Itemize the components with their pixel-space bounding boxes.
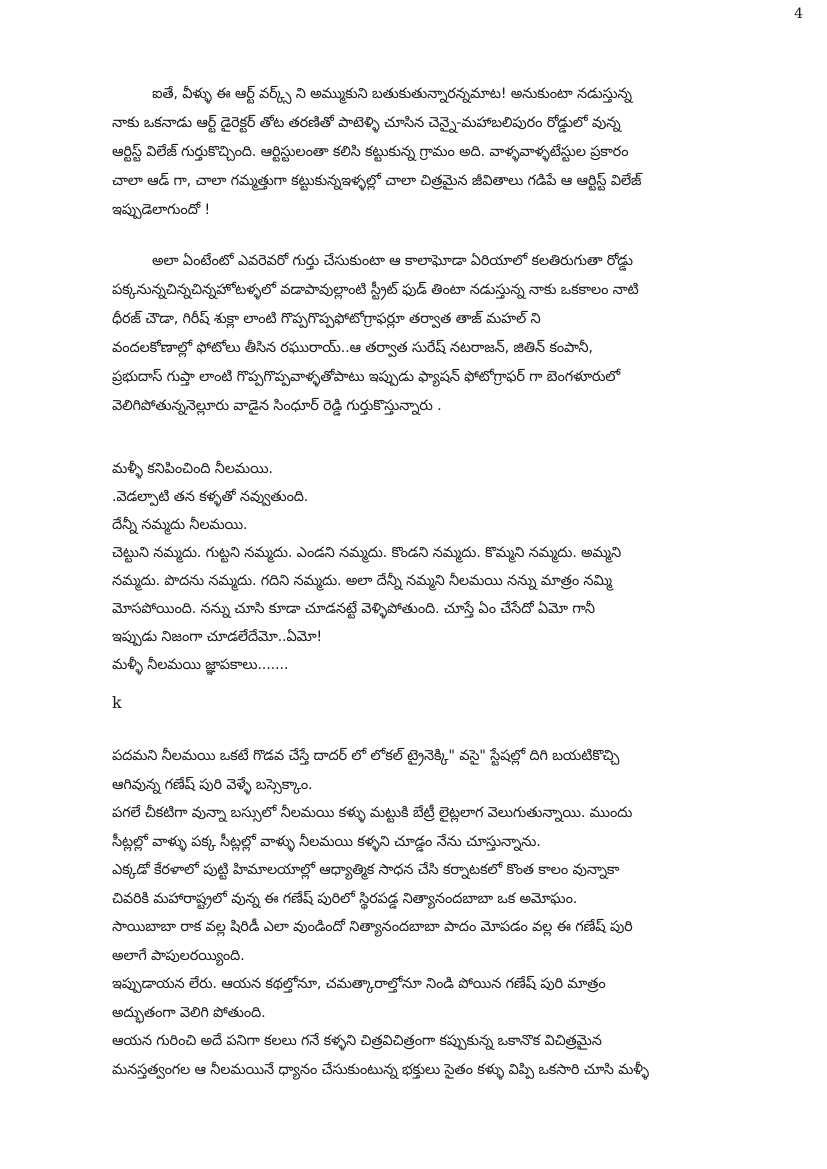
text-line: .వెడల్పాటి తన కళ్ళతో నవ్వుతుంది. xyxy=(112,489,309,505)
page-number: 4 xyxy=(794,6,803,22)
text-line: సాయిబాబా రాక వల్ల షిరిడీ ఎలా వుండిందో నిత్యానందబాబా పాదం మోపడం వల్ల ఈ గణేష్ పురి xyxy=(112,919,633,935)
text-line: సీట్లల్లో వాళ్ళు పక్క సీట్లల్లో వాళ్ళు నీలమయి కళ్ళని చూడ్డం నేను చూస్తున్నాను. xyxy=(112,833,541,850)
text-line: పక్కనున్నచిన్నచిన్నహోటళ్ళలో వడాపావుల్లాంటి స్ట్రీట్ ఫుడ్ తింటా నడుస్తున్న నాకు ఒకకాలం నాటి xyxy=(112,282,639,298)
text-line: వందలకోణాల్లో ఫోటోలు తీసిన రఘురాయ్..ఆ తర్వాత సురేష్ నటరాజన్, జితిన్ కంపానీ, xyxy=(112,340,593,356)
text-line: చెట్టుని నమ్మదు. గుట్టని నమ్మదు. ఎండని నమ్మదు. కొండని నమ్మదు. కొమ్మని నమ్మదు. అమ్మని xyxy=(112,545,621,561)
text-line: ధీరజ్ చౌడా, గిరీష్ శుక్లా లాంటి గొప్పగొప్పఫోటోగ్రాఫర్లూ తర్వాత తాజ్ మహల్ ని xyxy=(112,311,541,327)
text-line: ఆగివున్న గణేష్ పురి వెళ్ళే బస్సెక్కాం. xyxy=(112,776,313,793)
text-line: పదమని నీలమయి ఒకటే గొడవ చేస్తే దాదర్ లో లోకల్ ట్రైనెక్కి" వసై" స్టేషల్లో దిగి బయటికొచ్చి xyxy=(112,748,620,764)
paragraph-4 xyxy=(112,742,739,1084)
text-line: ఎక్కడో కేరళాలో పుట్టి హిమాలయాల్లో ఆధ్యాత్మిక సాధన చేసి కర్నాటకలో కొంత కాలం వున్నాకా xyxy=(112,862,620,878)
text-line: మోసపోయింది. నన్ను చూసి కూడా చూడనట్టే వెళ్ళిపోతుంది. చూస్తే ఏం చేసేదో ఏమో గానీ xyxy=(112,601,595,617)
paragraph-2 xyxy=(112,247,739,421)
text-line: ఇప్పుడెలాగుందో ! xyxy=(112,202,211,218)
paragraph-3 xyxy=(112,455,739,679)
text-line: మళ్ళీ నీలమయి జ్ఞాపకాలు....... xyxy=(112,657,289,673)
section-marker: k xyxy=(112,693,122,712)
text-line: ఇప్పుడు నిజంగా చూడలేదేమో..ఏమో! xyxy=(112,629,322,645)
text-line: అలా ఏంటేంటో ఎవరెవరో గుర్తు చేసుకుంటా ఆ కాలాఘోడా ఏరియాలో కలతిరుగుతా రోడ్డు xyxy=(152,253,633,269)
text-line: వెలిగిపోతున్ననెల్లూరు వాడైన సింధూర్ రెడ్డి గుర్తుకొస్తున్నారు . xyxy=(112,398,442,414)
text-line: చివరికి మహారాష్ట్రలో వున్న ఈ గణేష్ పురిలో స్థిరపడ్డ నిత్యానందబాబా ఒక అమోఘం. xyxy=(112,890,578,907)
text-line: మళ్ళీ కనిపించింది నీలమయి. xyxy=(112,461,273,477)
text-line: మనస్తత్వంగల ఆ నీలమయినే ధ్యానం చేసుకుంటున్న భక్తులు సైతం కళ్ళు విప్పి ఒకసారి చూసి మళ్ళీ xyxy=(112,1061,649,1078)
text-line: అద్భుతంగా వెలిగి పోతుంది. xyxy=(112,1004,266,1021)
text-line: అలాగే పాపులరయ్యింది. xyxy=(112,947,245,964)
text-line: ఐతే, వీళ్ళు ఈ ఆర్ట్ వర్క్స్ ని అమ్ముకుని బతుకుతున్నారన్నమాట! అనుకుంటా నడుస్తున్న xyxy=(152,86,632,102)
text-line: ప్రభుదాస్ గుప్తా లాంటి గొప్పగొప్పవాళ్ళతోపాటు ఇప్పుడు ఫ్యాషన్ ఫోటోగ్రాఫర్ గా బెంగళూరులో xyxy=(112,369,620,385)
text-line: నమ్మదు. పొదను నమ్మదు. గదిని నమ్మదు. అలా దేన్నీ నమ్మని నీలమయి నన్ను మాత్రం నమ్మి xyxy=(112,573,612,589)
paragraph-1 xyxy=(112,80,739,225)
text-line: పగలే చీకటిగా వున్నా బస్సులో నీలమయి కళ్ళు మట్టుకి బేట్రీ లైట్లలాగ వెలుగుతున్నాయి. ముందు xyxy=(112,805,633,821)
text-line: నాకు ఒకనాడు ఆర్ట్ డైరెక్టర్ తోట తరణితో పాటెళ్ళి చూసిన చెన్నై-మహాబలిపురం రోడ్డులో వున్న xyxy=(112,115,621,131)
text-line: ఆయన గురించి అదే పనిగా కలలు గనే కళ్ళని చిత్రవిచిత్రంగా కప్పుకున్న ఒకానొక విచిత్రమైన xyxy=(112,1033,602,1049)
text-line: చాలా ఆడ్ గా, చాలా గమ్మత్తుగా కట్టుకున్నఇళ్ళల్లో చాలా చిత్రమైన జీవితాలు గడిపే ఆ ఆర్టిస్ట్ విలేజ్ xyxy=(112,173,642,189)
text-line: ఇప్పుడాయన లేరు. ఆయన కథల్తోనూ, చమత్కారాల్తోనూ నిండి పోయిన గణేష్ పురి మాత్రం xyxy=(112,976,606,992)
text-line: ఆర్టిస్ట్ విలేజ్ గుర్తుకొచ్చింది. ఆర్టిస్టులంతా కలిసి కట్టుకున్న గ్రామం అది. వాళ్ళవాళ్ళటేస్టుల ప్రకారం xyxy=(112,144,629,160)
text-line: దేన్నీ నమ్మదు నీలమయి. xyxy=(112,517,248,533)
